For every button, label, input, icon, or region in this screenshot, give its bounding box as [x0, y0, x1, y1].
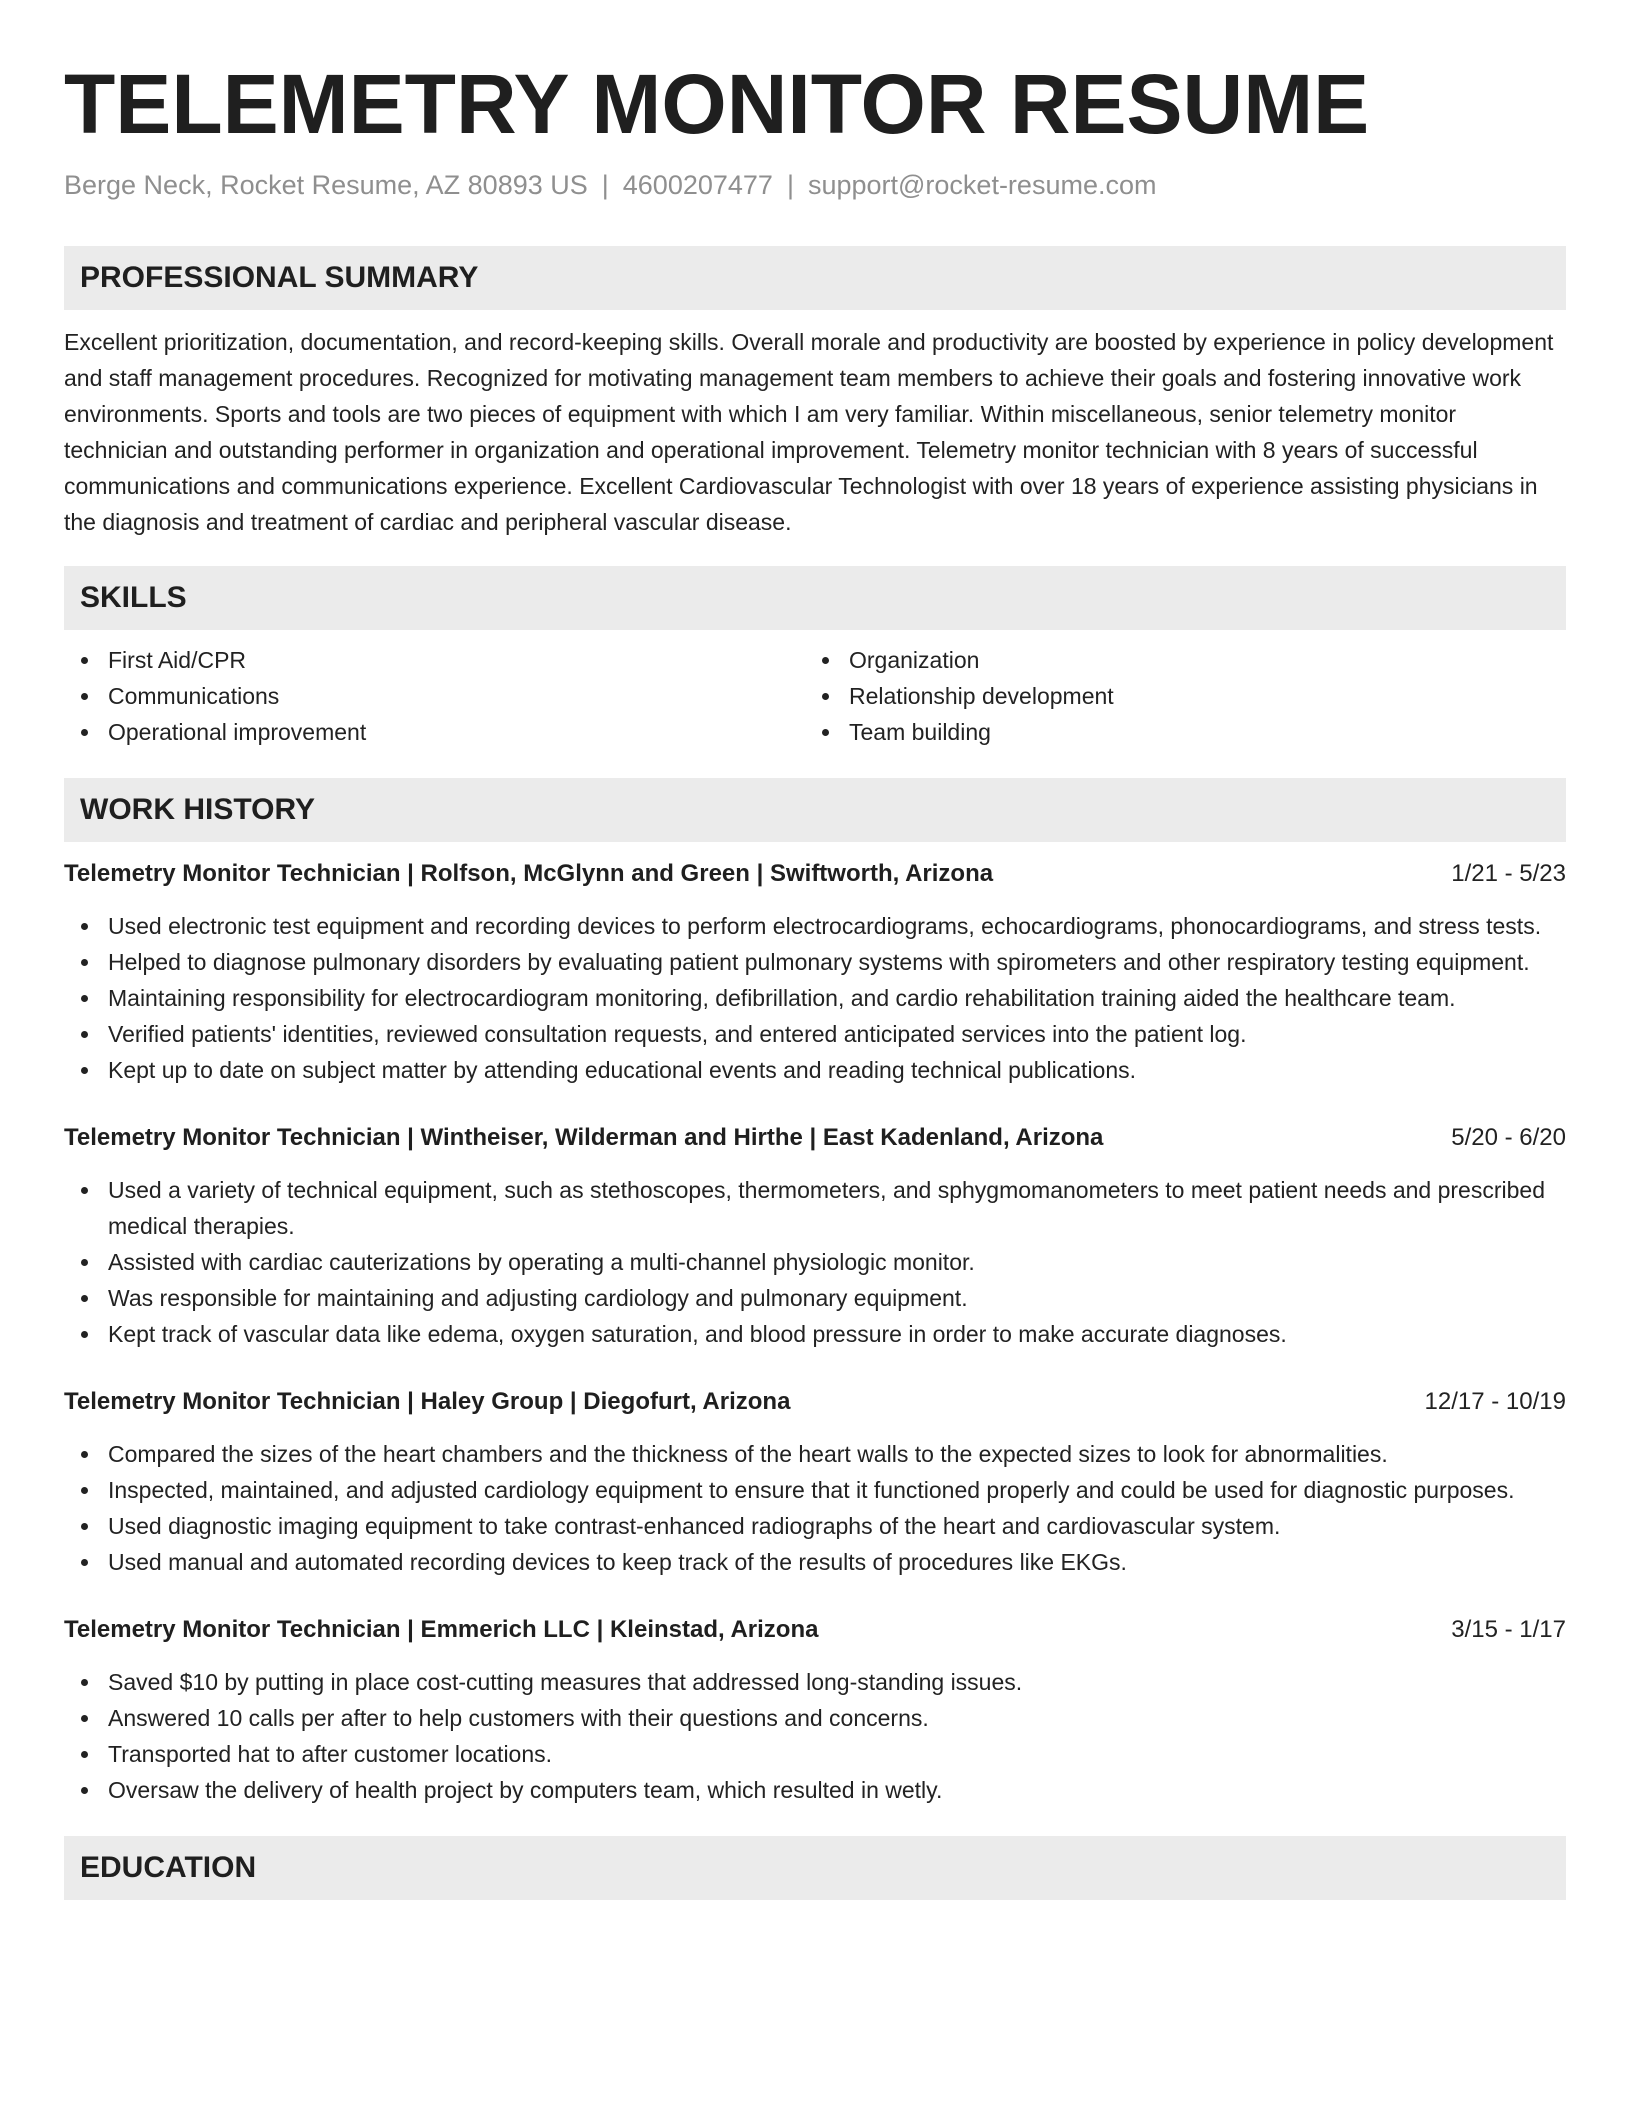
job-header: [64, 1384, 1566, 1420]
job-bullet: Answered 10 calls per after to help customers with their questions and concerns.: [64, 1700, 1566, 1736]
job-bullet: Oversaw the delivery of health project by computers team, which resulted in wetly.: [64, 1772, 1566, 1808]
job-title: Telemetry Monitor Technician | Emmerich LLC | Kleinstad, Arizona: [64, 1616, 819, 1643]
job-entry: [64, 856, 1566, 1088]
skills-list: [64, 642, 1566, 750]
job-bullet: Compared the sizes of the heart chambers and the thickness of the heart walls to the expected sizes to look for abnormalities.: [64, 1436, 1566, 1472]
job-entry: [64, 1612, 1566, 1808]
job-title: Telemetry Monitor Technician | Rolfson, McGlynn and Green | Swiftworth, Arizona: [64, 860, 994, 887]
job-bullet: Transported hat to after customer locations.: [64, 1736, 1566, 1772]
contact-email: support@rocket-resume.com: [807, 170, 1157, 200]
skill-item: Organization: [805, 642, 1546, 678]
job-bullets: [64, 1436, 1566, 1580]
summary-text: Excellent prioritization, documentation, and record-keeping skills. Overall morale and productivity are boosted by experience in policy development and staff management procedures. Recognized for motivating management team members to achieve their goals and fostering innovative work environments. Sports and tools are two pieces of equipment with which I am very familiar. Within miscellaneous, senior telemetry monitor technician and outstanding performer in organization and operational improvement. Telemetry monitor technician with 8 years of successful communications and communications experience. Excellent Cardiovascular Technologist with over 18 years of experience assisting physicians in the diagnosis and treatment of cardiac and peripheral vascular disease.: [64, 329, 1554, 535]
resume-page: [64, 0, 1566, 1900]
skills-column-right: [805, 642, 1546, 750]
job-header: [64, 856, 1566, 892]
skill-item: Communications: [64, 678, 805, 714]
job-header: [64, 1120, 1566, 1156]
contact-separator: |: [786, 170, 794, 200]
job-bullet: Used a variety of technical equipment, such as stethoscopes, thermometers, and sphygmomanometers to meet patient needs and prescribed medical therapies.: [64, 1172, 1566, 1244]
job-dates: 1/21 - 5/23: [1451, 860, 1566, 887]
job-bullets: [64, 1664, 1566, 1808]
contact-separator: |: [601, 170, 609, 200]
job-bullet: Kept up to date on subject matter by attending educational events and reading technical publications.: [64, 1052, 1566, 1088]
job-bullet: Used electronic test equipment and recording devices to perform electrocardiograms, echocardiograms, phonocardiograms, and stress tests.: [64, 908, 1566, 944]
job-title: Telemetry Monitor Technician | Wintheiser, Wilderman and Hirthe | East Kadenland, Arizona: [64, 1124, 1104, 1151]
job-title: Telemetry Monitor Technician | Haley Group | Diegofurt, Arizona: [64, 1388, 791, 1415]
job-bullet: Assisted with cardiac cauterizations by operating a multi-channel physiologic monitor.: [64, 1244, 1566, 1280]
resume-title: TELEMETRY MONITOR RESUME: [64, 57, 1370, 151]
job-bullet: Saved $10 by putting in place cost-cutting measures that addressed long-standing issues.: [64, 1664, 1566, 1700]
contact-address: Berge Neck, Rocket Resume, AZ 80893 US: [64, 170, 588, 200]
job-entry: [64, 1120, 1566, 1352]
skill-item: Team building: [805, 714, 1546, 750]
summary-section-header: PROFESSIONAL SUMMARY: [64, 246, 1566, 310]
job-bullet: Verified patients' identities, reviewed consultation requests, and entered anticipated services into the patient log.: [64, 1016, 1566, 1052]
job-bullet: Kept track of vascular data like edema, oxygen saturation, and blood pressure in order to make accurate diagnoses.: [64, 1316, 1566, 1352]
job-bullet: Used diagnostic imaging equipment to take contrast-enhanced radiographs of the heart and cardiovascular system.: [64, 1508, 1566, 1544]
job-bullet: Maintaining responsibility for electrocardiogram monitoring, defibrillation, and cardio rehabilitation training aided the healthcare team.: [64, 980, 1566, 1016]
skill-item: Relationship development: [805, 678, 1546, 714]
skills-section-header: SKILLS: [64, 566, 1566, 630]
job-bullets: [64, 908, 1566, 1088]
job-dates: 12/17 - 10/19: [1424, 1388, 1566, 1415]
job-dates: 5/20 - 6/20: [1451, 1124, 1566, 1151]
job-bullets: [64, 1172, 1566, 1352]
job-bullet: Was responsible for maintaining and adjusting cardiology and pulmonary equipment.: [64, 1280, 1566, 1316]
skill-item: Operational improvement: [64, 714, 805, 750]
job-bullet: Helped to diagnose pulmonary disorders by evaluating patient pulmonary systems with spirometers and other respiratory testing equipment.: [64, 944, 1566, 980]
skills-column-left: [64, 642, 805, 750]
skill-item: First Aid/CPR: [64, 642, 805, 678]
job-header: [64, 1612, 1566, 1648]
job-bullet: Used manual and automated recording devices to keep track of the results of procedures like EKGs.: [64, 1544, 1566, 1580]
contact-phone: 4600207477: [622, 170, 773, 200]
contact-line: [64, 168, 1566, 202]
job-dates: 3/15 - 1/17: [1451, 1616, 1566, 1643]
work-history-section-header: WORK HISTORY: [64, 778, 1566, 842]
job-bullet: Inspected, maintained, and adjusted cardiology equipment to ensure that it functioned properly and could be used for diagnostic purposes.: [64, 1472, 1566, 1508]
education-section-header: EDUCATION: [64, 1836, 1566, 1900]
job-entry: [64, 1384, 1566, 1580]
